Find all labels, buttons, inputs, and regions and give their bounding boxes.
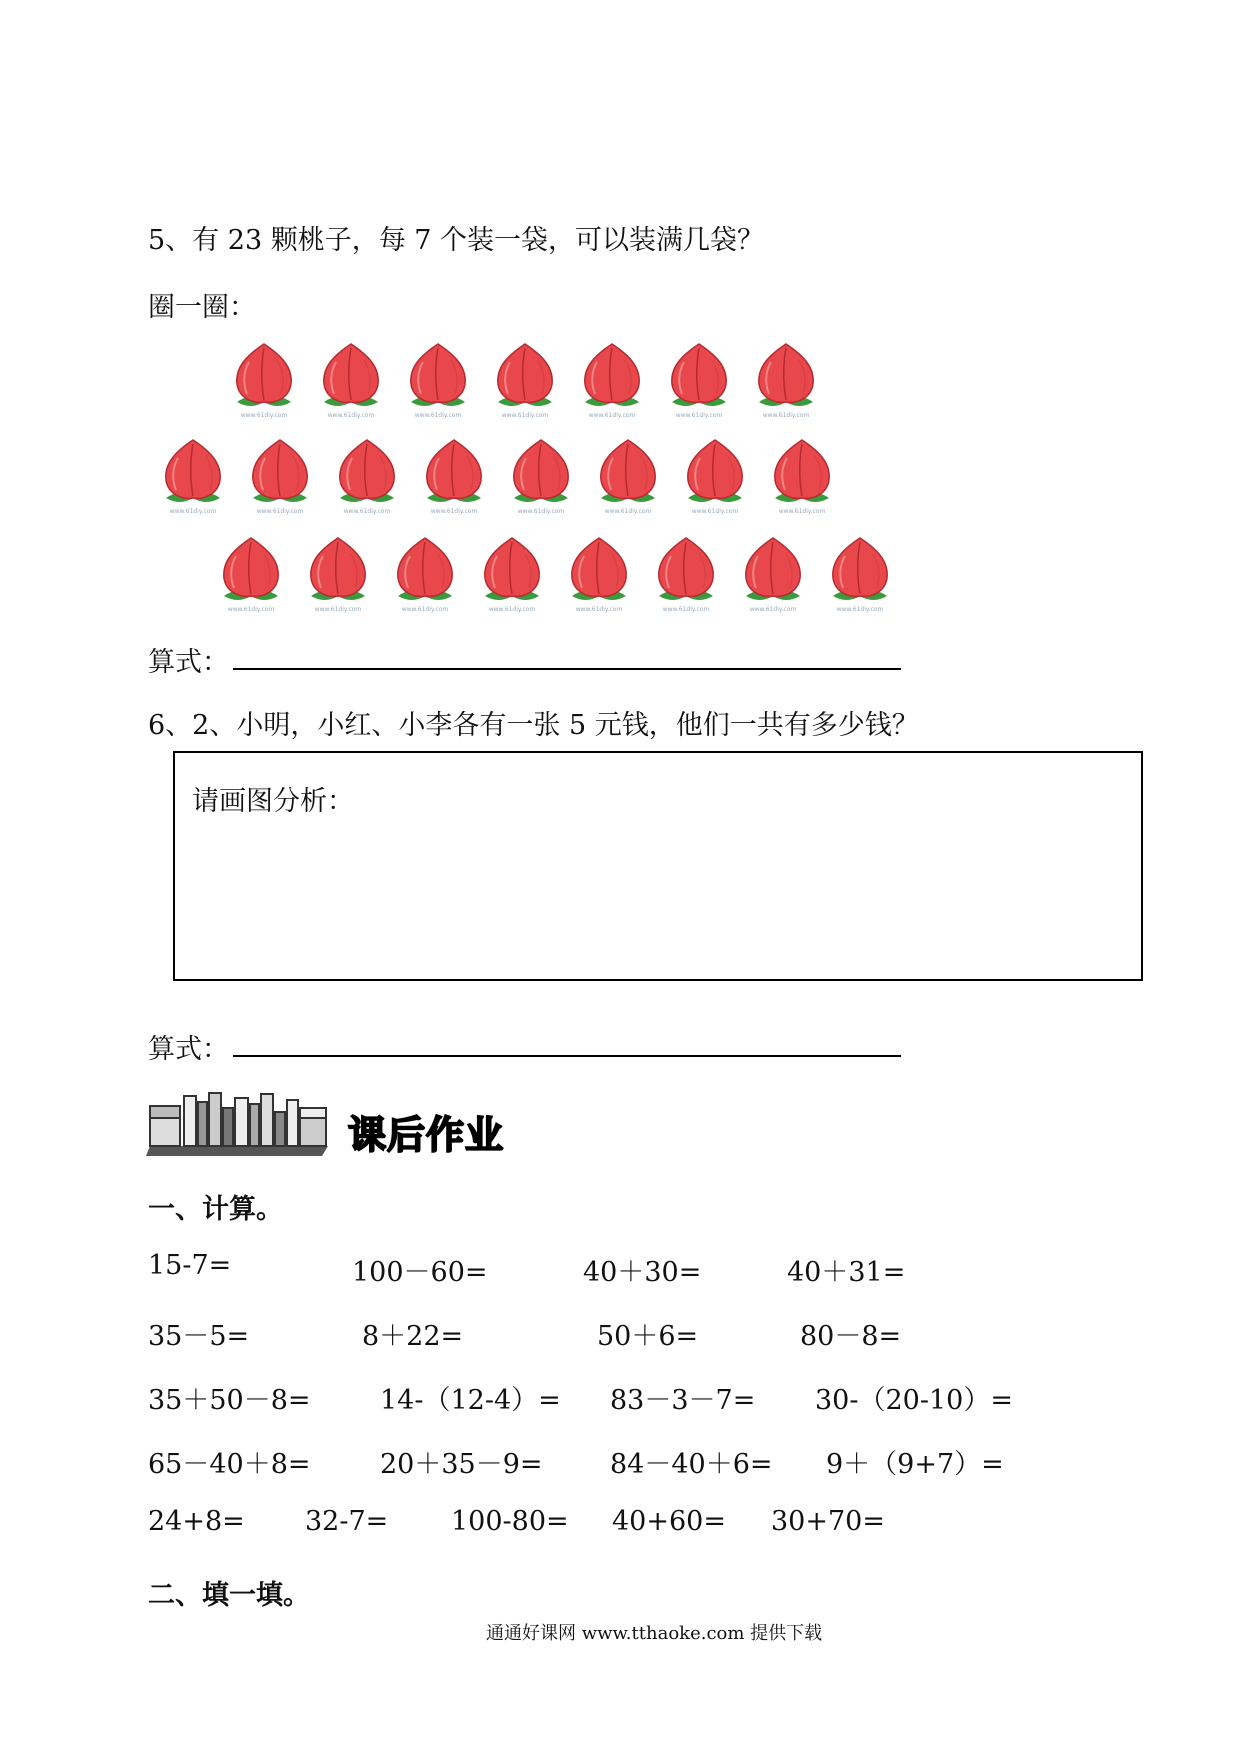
peach-icon [160, 436, 226, 516]
peach-icon [753, 340, 819, 420]
calc-problem: 65－40＋8= [148, 1449, 311, 1480]
peach-icon [653, 534, 719, 614]
calc-problem: 8＋22= [362, 1321, 464, 1352]
question-6-text: 6、2、小明，小红、小李各有一张 5 元钱，他们一共有多少钱？ [148, 710, 919, 741]
peach-icon [247, 436, 313, 516]
calc-problem: 100-80= [451, 1506, 569, 1537]
svg-text:www.61diy.com: www.61diy.com [749, 606, 797, 613]
svg-text:www.61diy.com: www.61diy.com [778, 508, 826, 515]
calc-problem: 35＋50－8= [148, 1385, 311, 1416]
peach-icon [318, 340, 384, 420]
answer-line-q6[interactable] [233, 1055, 901, 1057]
formula-label-q6: 算式： [148, 1034, 229, 1065]
calc-problem: 100－60= [352, 1257, 488, 1288]
svg-text:www.61diy.com: www.61diy.com [675, 412, 723, 419]
section-1-title: 一、计算。 [148, 1194, 283, 1225]
svg-text:www.61diy.com: www.61diy.com [604, 508, 652, 515]
svg-text:www.61diy.com: www.61diy.com [575, 606, 623, 613]
svg-text:www.61diy.com: www.61diy.com [691, 508, 739, 515]
circle-instruction: 圈一圈： [148, 292, 256, 323]
peach-icon [305, 534, 371, 614]
calc-problem: 83－3－7= [610, 1385, 756, 1416]
calc-problem: 32-7= [305, 1506, 389, 1537]
svg-text:www.61diy.com: www.61diy.com [662, 606, 710, 613]
bookshelf-icon [146, 1088, 332, 1158]
calc-problem: 14-（12-4）= [380, 1385, 561, 1416]
calc-problem: 84－40＋6= [610, 1449, 773, 1480]
peach-icon [392, 534, 458, 614]
peach-icon [740, 534, 806, 614]
peach-icon [566, 534, 632, 614]
question-5-text: 5、有 23 颗桃子，每 7 个装一袋，可以装满几袋？ [148, 225, 765, 256]
svg-text:www.61diy.com: www.61diy.com [327, 412, 375, 419]
answer-line-q5[interactable] [233, 668, 901, 670]
peach-icon [218, 534, 284, 614]
peach-icon [827, 534, 893, 614]
calc-problem: 15-7= [148, 1250, 232, 1281]
peach-icon [666, 340, 732, 420]
svg-text:www.61diy.com: www.61diy.com [314, 606, 362, 613]
svg-text:www.61diy.com: www.61diy.com [430, 508, 478, 515]
formula-label-q5: 算式： [148, 647, 229, 678]
peach-icon [682, 436, 748, 516]
peach-icon [231, 340, 297, 420]
peach-icon [579, 340, 645, 420]
drawing-box-label: 请画图分析： [192, 786, 354, 817]
svg-text:www.61diy.com: www.61diy.com [240, 412, 288, 419]
calc-problem: 40＋30= [583, 1257, 702, 1288]
calc-problem: 30+70= [771, 1506, 885, 1537]
svg-text:www.61diy.com: www.61diy.com [588, 412, 636, 419]
calc-problem: 50＋6= [597, 1321, 699, 1352]
svg-text:www.61diy.com: www.61diy.com [227, 606, 275, 613]
calc-problem: 80－8= [800, 1321, 902, 1352]
svg-text:www.61diy.com: www.61diy.com [169, 508, 217, 515]
peach-icon [492, 340, 558, 420]
footer-text: 通通好课网 www.tthaoke.com 提供下载 [486, 1623, 823, 1644]
calc-problem: 30-（20-10）= [815, 1385, 1013, 1416]
homework-title: 课后作业 [348, 1113, 505, 1157]
svg-text:www.61diy.com: www.61diy.com [256, 508, 304, 515]
svg-text:www.61diy.com: www.61diy.com [762, 412, 810, 419]
drawing-box[interactable] [173, 751, 1143, 981]
peach-icon [334, 436, 400, 516]
peach-icon [769, 436, 835, 516]
svg-text:www.61diy.com: www.61diy.com [488, 606, 536, 613]
calc-problem: 24+8= [148, 1506, 245, 1537]
peach-icon [421, 436, 487, 516]
svg-text:www.61diy.com: www.61diy.com [836, 606, 884, 613]
calc-problem: 9＋（9+7）= [826, 1449, 1004, 1480]
calc-problem: 35－5= [148, 1321, 250, 1352]
svg-text:www.61diy.com: www.61diy.com [501, 412, 549, 419]
svg-text:www.61diy.com: www.61diy.com [343, 508, 391, 515]
peach-icon [405, 340, 471, 420]
svg-text:www.61diy.com: www.61diy.com [414, 412, 462, 419]
peach-icon [479, 534, 545, 614]
calc-problem: 40+60= [612, 1506, 726, 1537]
peach-icon [595, 436, 661, 516]
svg-text:www.61diy.com: www.61diy.com [517, 508, 565, 515]
section-2-title: 二、填一填。 [148, 1580, 310, 1611]
calc-problem: 20＋35－9= [380, 1449, 543, 1480]
peach-icon [508, 436, 574, 516]
svg-text:www.61diy.com: www.61diy.com [401, 606, 449, 613]
calc-problem: 40＋31= [787, 1257, 906, 1288]
